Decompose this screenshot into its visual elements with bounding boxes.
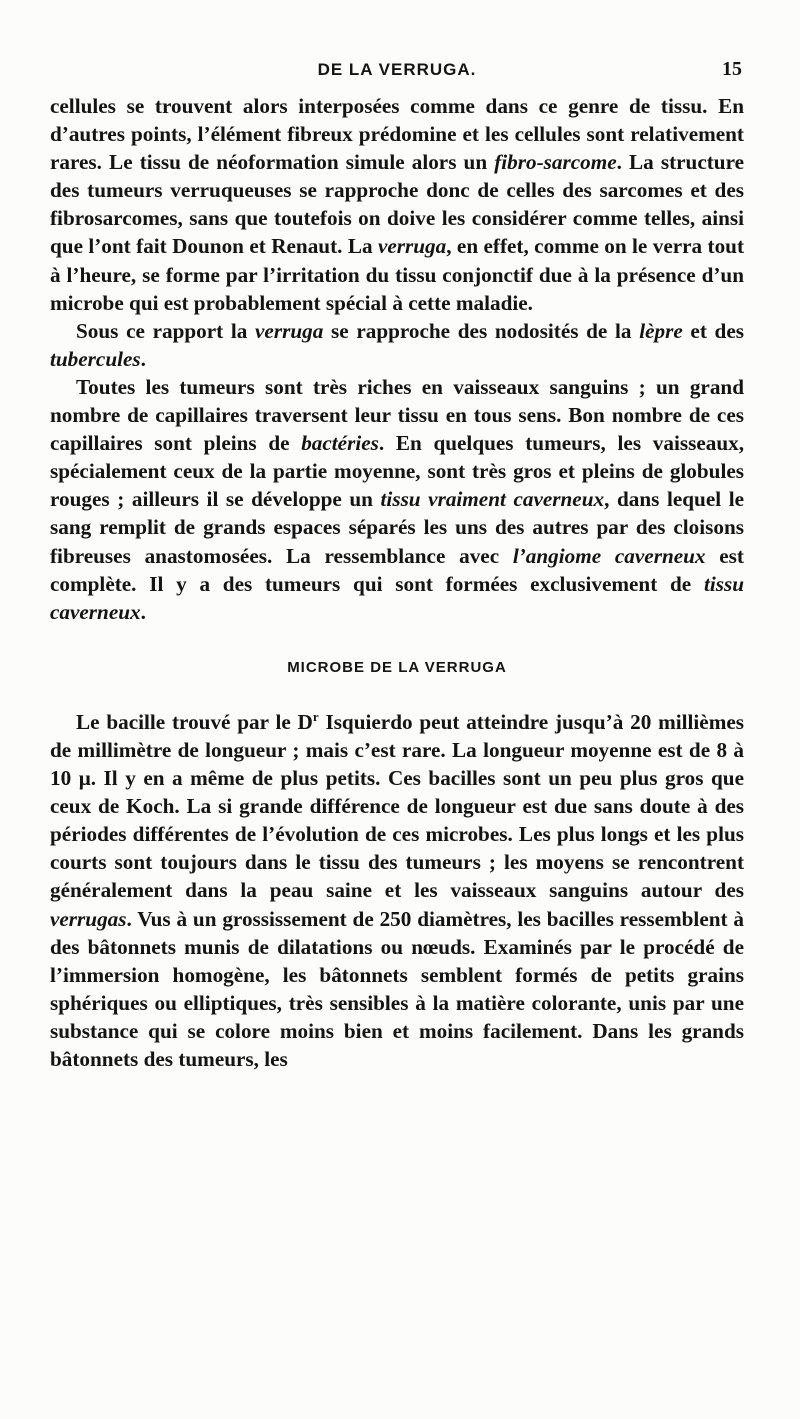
italic-term: tissu caverneux [50,571,744,624]
italic-term: tissu vraiment caverneux [380,487,605,512]
running-title: DE LA VERRUGA. [317,60,477,79]
text-run: . [140,599,146,624]
section-heading: MICROBE DE LA VERRUGA [287,658,507,676]
paragraph-4 [50,708,744,1073]
italic-term: verrugas [50,906,127,931]
italic-term: l’angiome caverneux [512,543,706,568]
italic-term: bactéries [301,431,379,456]
text-run: , en effet, comme on le verra tout à l’heure, se forme par l’irritation du tissu conjonctif due à la présence d’un microbe qui est probablement spécial à cette maladie. [50,234,745,315]
italic-term: verruga [377,234,447,259]
italic-term: fibro-sarcome [494,150,617,175]
text-run: , dans lequel le sang remplit de grands espaces séparés les uns des autres par des cloisons fibreuses anastomosées. La ressemblance avec [50,487,744,568]
text-run: Isquierdo peut atteindre jusqu’à 20 millièmes de millimètre de longueur ; mais c’est rare. La longueur moyenne est de 8 à 10 μ. Il y en a même de plus petits. Ces bacilles sont un peu plus gros que ceux de Koch. La si grande différence de longueur est due sans doute à des périodes différentes de l’évolution de ces microbes. Les plus longs et les plus courts sont toujours dans le tissu des tumeurs ; les moyens se rencontrent généralement dans la peau saine et les vaisseaux sanguins autour des [50,709,745,903]
italic-term: tubercules [50,346,141,371]
text-run: Le bacille trouvé par le D [76,709,313,734]
paragraph-3 [50,373,744,626]
text-run: . La structure des tumeurs verruqueuses se rapproche donc de celles des sarcomes et des fibrosarcomes, sans que toutefois on doive les considérer comme telles, ainsi que l’ont fait Dounon et Renaut. La [50,150,744,259]
text-run: et des [682,318,744,343]
text-run: . Vus à un grossissement de 250 diamètres, les bacilles ressemblent à des bâtonnets munis de dilatations ou nœuds. Examinés par le procédé de l’immersion homogène, les bâtonnets semblent formés de petits grains sphériques ou elliptiques, très sensibles à la matière colorante, unis par une substance qui se colore moins bien et moins facilement. Dans les grands bâtonnets des tumeurs, les [50,906,744,1071]
text-run: Toutes les tumeurs sont très riches en vaisseaux sanguins ; un grand nombre de capillaires traversent leur tissu en tous sens. Bon nombre de ces capillaires sont pleins de [50,374,744,456]
superscript: r [312,708,319,724]
text-run: cellules se trouvent alors interposées comme dans ce genre de tissu. En d’autres points, l’élément fibreux prédomine et les cellules sont relativement rares. Le tissu de néoformation simule alors un [50,94,744,175]
italic-term: verruga [255,318,324,343]
paragraph-2 [50,317,744,373]
text-run: . En quelques tumeurs, les vaisseaux, spécialement ceux de la partie moyenne, sont très gros et pleins de globules rouges ; ailleurs il se développe un [50,431,744,512]
text-run: Sous ce rapport la [76,318,256,343]
text-run: se rapproche des nodosités de la [323,318,640,343]
paragraph-1 [50,92,744,317]
body-text [50,92,744,1073]
text-run: . [140,346,146,371]
page-number: 15 [722,58,742,80]
text-run: est complète. Il y a des tumeurs qui sont formées exclusivement de [50,543,744,596]
italic-term: lèpre [639,318,683,343]
page-header [52,58,742,86]
